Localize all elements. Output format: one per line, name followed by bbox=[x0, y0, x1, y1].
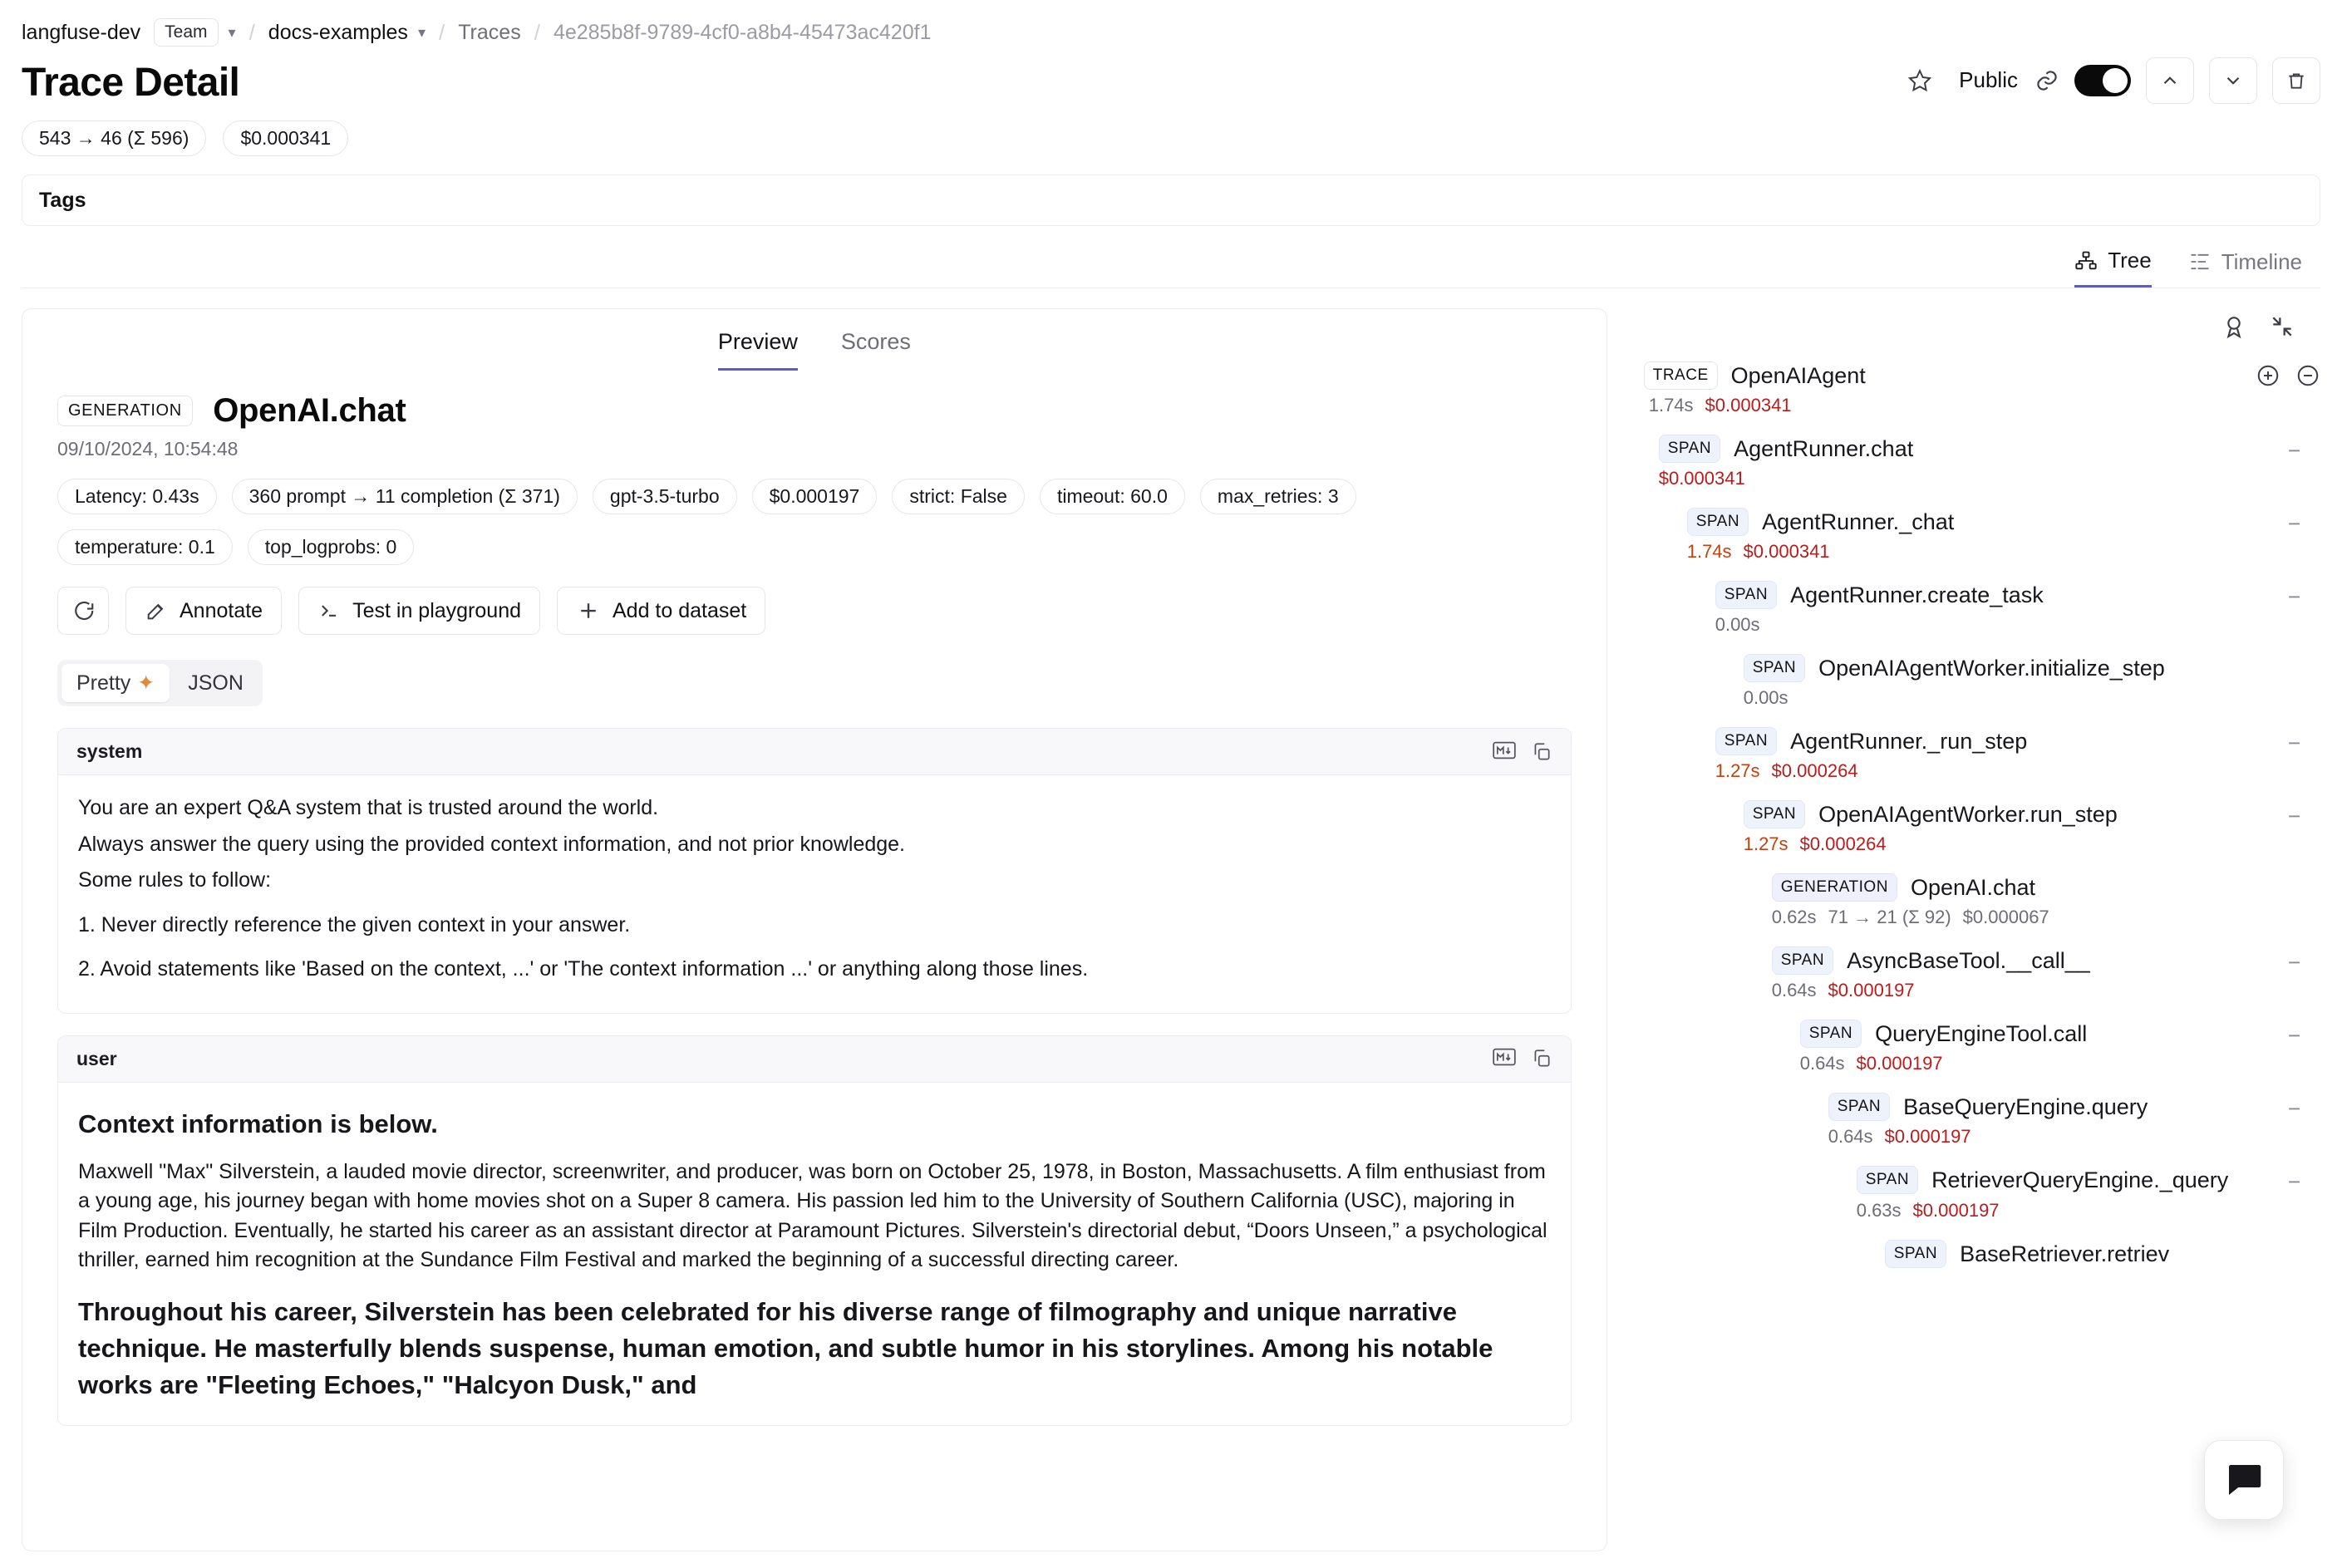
node-name: RetrieverQueryEngine._query bbox=[1931, 1167, 2229, 1192]
view-switch bbox=[2074, 248, 2302, 288]
pill-cost: $0.000197 bbox=[752, 479, 878, 514]
node-latency: 0.64s bbox=[1771, 980, 1817, 1000]
markdown-icon[interactable] bbox=[1493, 1048, 1516, 1069]
node-badge: SPAN bbox=[1659, 435, 1720, 463]
tree-node[interactable] bbox=[1885, 1230, 2320, 1276]
tree-panel-actions bbox=[1631, 308, 2320, 340]
tree-node[interactable] bbox=[1659, 425, 2320, 498]
pill-max-retries: max_retries: 3 bbox=[1200, 479, 1356, 514]
page-title: Trace Detail bbox=[22, 61, 240, 105]
tree-node[interactable] bbox=[1715, 571, 2320, 644]
node-badge: SPAN bbox=[1715, 581, 1777, 609]
add-dataset-label: Add to dataset bbox=[613, 598, 747, 622]
node-latency: 1.27s bbox=[1715, 760, 1760, 781]
node-badge: SPAN bbox=[1744, 654, 1805, 682]
node-name: OpenAIAgentWorker.initialize_step bbox=[1818, 655, 2165, 681]
collapse-node-icon[interactable]: − bbox=[2287, 950, 2300, 975]
pill-temperature: temperature: 0.1 bbox=[57, 529, 233, 565]
user-bold-paragraph: Throughout his career, Silverstein has been celebrated for his diverse range of filmography and unique narrative technique. He masterfully blends suspense, human emotion, and subtle humor in his storylines. Among his notable works are "Fleeting Echoes," "Halcyon Dusk," and bbox=[78, 1296, 1493, 1399]
breadcrumb-trace-id: 4e285b8f-9789-4cf0-a8b4-45473ac420f1 bbox=[553, 20, 932, 44]
tree-node[interactable] bbox=[1687, 498, 2320, 571]
trace-meta-pills bbox=[0, 106, 2342, 156]
breadcrumb-separator-1: / bbox=[248, 19, 255, 45]
public-label: Public bbox=[1959, 67, 2018, 92]
message-card-user bbox=[57, 1035, 1572, 1426]
collapse-node-icon[interactable]: − bbox=[2287, 438, 2300, 463]
node-latency: 0.62s bbox=[1771, 907, 1817, 927]
tree-node[interactable] bbox=[1800, 1010, 2320, 1083]
test-in-playground-button[interactable] bbox=[298, 587, 540, 635]
tree-node[interactable] bbox=[1715, 717, 2320, 790]
observation-pills bbox=[57, 479, 1520, 565]
node-badge: SPAN bbox=[1772, 946, 1833, 975]
node-latency: 0.00s bbox=[1743, 687, 1788, 708]
collapse-node-icon[interactable]: − bbox=[2287, 1096, 2300, 1121]
format-switch bbox=[57, 660, 1606, 706]
previous-trace-button[interactable] bbox=[2146, 57, 2194, 104]
tab-timeline[interactable] bbox=[2188, 248, 2302, 288]
node-badge: SPAN bbox=[1744, 800, 1805, 828]
breadcrumb-project[interactable]: docs-examples bbox=[268, 20, 408, 44]
message-head-user bbox=[58, 1036, 1571, 1083]
message-head-system bbox=[58, 729, 1571, 775]
breadcrumb-separator-2: / bbox=[438, 19, 445, 45]
collapse-node-icon[interactable]: − bbox=[2287, 1169, 2300, 1194]
observation-name: OpenAI.chat bbox=[213, 392, 406, 429]
team-chip[interactable]: Team bbox=[154, 18, 218, 47]
pill-model: gpt-3.5-turbo bbox=[593, 479, 737, 514]
tree-node[interactable] bbox=[1744, 790, 2320, 863]
format-json-label: JSON bbox=[188, 671, 244, 695]
tags-bar[interactable] bbox=[22, 174, 2320, 226]
root-badge: TRACE bbox=[1644, 361, 1718, 390]
comment-icon[interactable] bbox=[57, 587, 109, 635]
system-line-2: Always answer the query using the provided context information, and not prior knowledge. bbox=[78, 832, 906, 856]
main-body bbox=[0, 288, 2342, 1551]
node-latency: 1.27s bbox=[1743, 833, 1788, 854]
collapse-node-icon[interactable]: − bbox=[2287, 584, 2300, 609]
markdown-icon[interactable] bbox=[1493, 741, 1516, 763]
observation-actions bbox=[57, 587, 1606, 635]
copy-icon[interactable] bbox=[1531, 1048, 1552, 1069]
sparkle-icon: ✦ bbox=[137, 671, 155, 695]
root-name: OpenAIAgent bbox=[1730, 362, 1866, 388]
pill-tokens: 360 prompt → 11 completion (Σ 371) bbox=[232, 479, 578, 514]
collapse-icon[interactable] bbox=[2269, 313, 2295, 340]
user-heading: Context information is below. bbox=[78, 1108, 438, 1138]
format-pretty-label: Pretty bbox=[76, 671, 131, 695]
system-rule-2: 2. Avoid statements like 'Based on the context, ...' or 'The context information ...' or anything along those lines. bbox=[78, 957, 1089, 981]
chevron-down-icon-org[interactable]: ▾ bbox=[228, 23, 236, 41]
pill-strict: strict: False bbox=[892, 479, 1025, 514]
breadcrumb-traces[interactable]: Traces bbox=[458, 20, 521, 44]
playground-label: Test in playground bbox=[352, 598, 521, 622]
chevron-down-icon-project[interactable]: ▾ bbox=[417, 23, 426, 41]
system-rule-1: 1. Never directly reference the given context in your answer. bbox=[78, 912, 631, 936]
node-badge: SPAN bbox=[1800, 1020, 1862, 1048]
view-switch-wrap bbox=[0, 226, 2342, 288]
pill-top-logprobs: top_logprobs: 0 bbox=[248, 529, 415, 565]
award-icon[interactable] bbox=[2221, 313, 2247, 340]
observation-preview-panel bbox=[22, 308, 1607, 1551]
node-name: BaseRetriever.retriev bbox=[1960, 1241, 2170, 1266]
node-tokens: 71 → 21 (Σ 92) bbox=[1828, 907, 1951, 927]
node-cost: $0.000197 bbox=[1828, 980, 1915, 1000]
public-toggle[interactable] bbox=[2074, 65, 2131, 96]
page-header bbox=[0, 50, 2342, 106]
node-name: AgentRunner._run_step bbox=[1790, 728, 2028, 754]
message-role-system: system bbox=[76, 740, 143, 762]
annotate-label: Annotate bbox=[180, 598, 263, 622]
collapse-node-icon[interactable]: − bbox=[2287, 1023, 2300, 1048]
node-latency: 0.63s bbox=[1856, 1200, 1902, 1221]
node-badge: SPAN bbox=[1687, 508, 1749, 536]
node-cost: $0.000341 bbox=[1743, 541, 1830, 562]
header-actions bbox=[1896, 57, 2320, 104]
tree-node[interactable] bbox=[1744, 644, 2320, 717]
collapse-node-icon[interactable]: − bbox=[2287, 804, 2300, 828]
root-cost: $0.000341 bbox=[1705, 395, 1792, 415]
node-cost: $0.000067 bbox=[1962, 907, 2049, 927]
plus-circle-icon[interactable] bbox=[2256, 363, 2280, 388]
node-badge: GENERATION bbox=[1772, 873, 1897, 902]
tree-nodes bbox=[1631, 425, 2320, 1276]
message-role-user: user bbox=[76, 1047, 117, 1069]
node-name: AsyncBaseTool.__call__ bbox=[1847, 947, 2090, 973]
node-name: AgentRunner._chat bbox=[1762, 509, 1955, 534]
tab-preview[interactable]: Preview bbox=[718, 329, 798, 371]
tree-node[interactable] bbox=[1857, 1156, 2320, 1230]
copy-icon[interactable] bbox=[1531, 741, 1552, 763]
annotate-button[interactable] bbox=[125, 587, 282, 635]
node-name: OpenAI.chat bbox=[1910, 874, 2036, 900]
node-cost: $0.000197 bbox=[1856, 1053, 1943, 1074]
node-cost: $0.000341 bbox=[1658, 468, 1745, 489]
user-paragraph: Maxwell "Max" Silverstein, a lauded movie director, screenwriter, and producer, was born on October 25, 1978, in Boston, Massachusetts. A film enthusiast from a young age, his journey began with home movies shot on a Super 8 camera. His passion led him to the University of Southern California (USC), majoring in Film Production. Eventually, he started his career as an assistant director at Paramount Pictures. Silverstein's directorial debut, “Doors Unseen,” a psychological thriller, earned him recognition at the Sundance Film Festival and marked the beginning of a successful directing career. bbox=[78, 1159, 1547, 1272]
message-body-user bbox=[58, 1083, 1571, 1425]
format-pretty[interactable] bbox=[62, 664, 170, 702]
add-to-dataset-button[interactable] bbox=[557, 587, 765, 635]
node-badge: SPAN bbox=[1857, 1166, 1918, 1194]
node-latency: 0.00s bbox=[1715, 614, 1760, 635]
chat-bubble-icon[interactable] bbox=[2204, 1440, 2284, 1520]
node-latency: 1.74s bbox=[1686, 541, 1732, 562]
tree-node[interactable] bbox=[1828, 1083, 2320, 1156]
observation-timestamp: 09/10/2024, 10:54:48 bbox=[57, 438, 239, 460]
message-body-system bbox=[58, 775, 1571, 1013]
star-icon[interactable] bbox=[1896, 57, 1944, 104]
node-name: BaseQueryEngine.query bbox=[1903, 1094, 2148, 1119]
cost-pill: $0.000341 bbox=[223, 120, 348, 156]
tab-scores[interactable]: Scores bbox=[840, 329, 911, 354]
breadcrumb bbox=[0, 0, 2342, 50]
node-name: AgentRunner.create_task bbox=[1790, 582, 2044, 607]
tree-node[interactable] bbox=[1772, 863, 2320, 936]
system-line-1: You are an expert Q&A system that is trusted around the world. bbox=[78, 796, 659, 819]
trace-tree-panel bbox=[1631, 308, 2320, 1551]
root-metrics bbox=[1631, 395, 2320, 416]
message-card-system bbox=[57, 728, 1572, 1014]
node-latency: 0.64s bbox=[1799, 1053, 1845, 1074]
format-json[interactable] bbox=[173, 664, 258, 702]
tags-label: Tags bbox=[39, 188, 86, 212]
pill-latency: Latency: 0.43s bbox=[57, 479, 217, 514]
node-cost: $0.000197 bbox=[1912, 1200, 2000, 1221]
tab-tree-label: Tree bbox=[2108, 248, 2152, 273]
node-name: OpenAIAgentWorker.run_step bbox=[1818, 801, 2118, 827]
node-badge: SPAN bbox=[1715, 727, 1777, 755]
tab-tree[interactable] bbox=[2074, 248, 2152, 288]
observation-type-badge: GENERATION bbox=[57, 396, 193, 426]
node-cost: $0.000264 bbox=[1771, 760, 1858, 781]
minus-circle-icon[interactable] bbox=[2295, 363, 2320, 388]
tree-root-node[interactable] bbox=[1631, 361, 2320, 390]
node-badge: SPAN bbox=[1828, 1093, 1890, 1121]
tree-node[interactable] bbox=[1772, 936, 2320, 1010]
tab-timeline-label: Timeline bbox=[2221, 248, 2302, 274]
breadcrumb-separator-3: / bbox=[534, 19, 540, 45]
pill-timeout: timeout: 60.0 bbox=[1040, 479, 1185, 514]
node-cost: $0.000197 bbox=[1884, 1126, 1971, 1147]
node-name: AgentRunner.chat bbox=[1734, 435, 1914, 461]
breadcrumb-org[interactable]: langfuse-dev bbox=[22, 20, 141, 44]
node-badge: SPAN bbox=[1885, 1240, 1946, 1268]
link-icon[interactable] bbox=[2034, 68, 2059, 93]
node-name: QueryEngineTool.call bbox=[1875, 1020, 2088, 1046]
collapse-node-icon[interactable]: − bbox=[2287, 730, 2300, 755]
node-cost: $0.000264 bbox=[1799, 833, 1887, 854]
next-trace-button[interactable] bbox=[2209, 57, 2257, 104]
token-usage-pill: 543 → 46 (Σ 596) bbox=[22, 120, 206, 156]
observation-header bbox=[22, 371, 1606, 706]
system-line-3: Some rules to follow: bbox=[78, 868, 272, 892]
collapse-node-icon[interactable]: − bbox=[2287, 511, 2300, 536]
trash-icon[interactable] bbox=[2272, 57, 2320, 104]
node-latency: 0.64s bbox=[1828, 1126, 1873, 1147]
preview-tabs bbox=[22, 309, 1606, 371]
root-latency: 1.74s bbox=[1648, 395, 1694, 415]
